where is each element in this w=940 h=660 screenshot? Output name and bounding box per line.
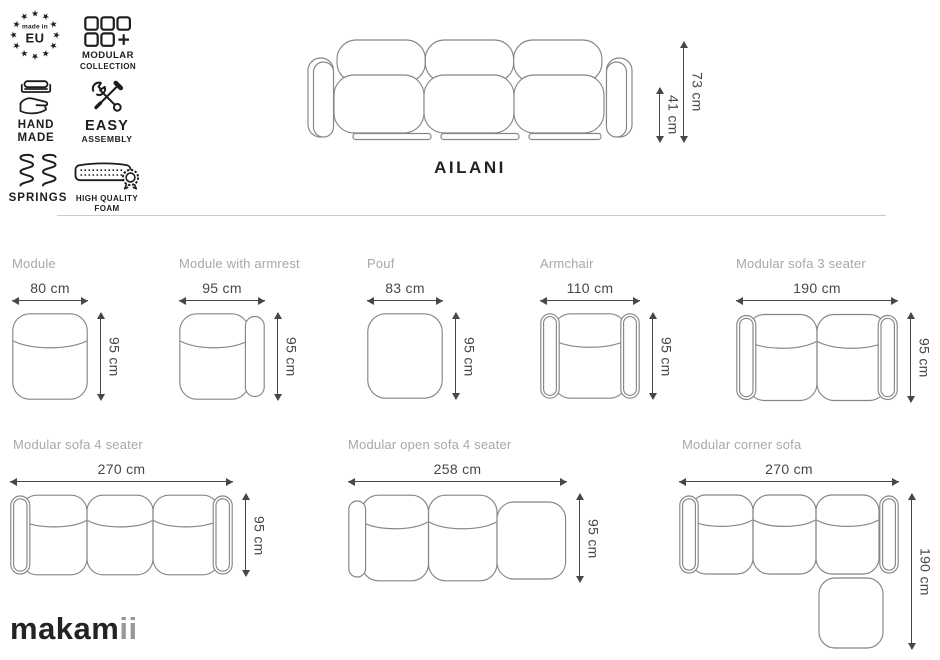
width-dimension — [736, 280, 898, 301]
depth-dimension — [652, 313, 674, 399]
depth-dimension — [911, 494, 933, 649]
module-label: Modular corner sofa — [682, 437, 802, 452]
depth-arrow — [579, 494, 580, 582]
width-arrow — [367, 300, 443, 301]
width-value: 258 cm — [433, 461, 482, 477]
width-dimension — [679, 461, 899, 482]
module-label: Modular sofa 3 seater — [736, 256, 866, 271]
width-arrow — [348, 481, 567, 482]
high-quality-foam-icon — [74, 158, 140, 190]
product-name: AILANI — [434, 158, 506, 177]
seat-height-dimension — [659, 88, 681, 142]
width-dimension — [12, 280, 88, 301]
depth-dimension — [245, 494, 267, 576]
badge-label: EASY — [85, 118, 129, 134]
depth-arrow — [455, 313, 456, 399]
width-dimension — [10, 461, 233, 482]
module-with-armrest-top-view-drawing — [179, 313, 265, 400]
pouf-card — [367, 256, 477, 399]
badge-label: FOAM — [94, 204, 120, 214]
width-arrow — [10, 481, 233, 482]
star-icon: ★ — [47, 39, 60, 52]
width-value: 110 cm — [566, 280, 614, 296]
star-icon: ★ — [18, 10, 31, 23]
depth-arrow — [100, 313, 101, 400]
module-label: Armchair — [540, 256, 594, 271]
width-value: 95 cm — [202, 280, 242, 296]
star-icon: ★ — [10, 39, 23, 52]
depth-value: 95 cm — [106, 337, 123, 377]
star-icon: ★ — [18, 47, 31, 60]
module-top-view-drawing — [12, 313, 88, 400]
springs-icon — [17, 153, 59, 187]
modular-collection-icon — [84, 16, 132, 48]
easy-assembly-icon — [90, 80, 124, 116]
made-in-eu-badge — [8, 8, 62, 62]
module-label: Module with armrest — [179, 256, 300, 271]
total-height-value: 73 cm — [689, 72, 706, 112]
star-icon: ★ — [30, 8, 40, 19]
ailani-sofa-front-drawing — [305, 33, 635, 145]
modular-collection-badge — [72, 16, 144, 71]
width-arrow — [679, 481, 899, 482]
depth-arrow — [911, 494, 912, 649]
width-value: 270 cm — [765, 461, 813, 477]
width-dimension — [540, 280, 640, 301]
depth-arrow — [277, 313, 278, 400]
module-with-armrest-card — [179, 256, 300, 400]
width-value: 80 cm — [30, 280, 70, 296]
badge-label: MODULAR — [81, 50, 135, 61]
high-quality-foam-badge — [70, 158, 144, 213]
width-arrow — [12, 300, 88, 301]
module-label: Pouf — [367, 256, 395, 271]
width-dimension — [179, 280, 265, 301]
depth-value: 95 cm — [251, 515, 268, 556]
depth-value: 95 cm — [283, 337, 300, 377]
modular-sofa-3-seater-top-view-drawing — [736, 313, 898, 402]
depth-value: 95 cm — [461, 336, 478, 377]
modular-open-sofa-4-seater-card — [348, 437, 601, 582]
section-divider — [57, 215, 886, 216]
badge-label: COLLECTION — [80, 61, 136, 71]
star-icon: ★ — [51, 30, 62, 40]
width-value: 190 cm — [793, 280, 841, 296]
depth-value: 95 cm — [658, 336, 675, 377]
star-icon: ★ — [10, 18, 23, 31]
seat-height-arrow — [659, 88, 660, 142]
module-label: Modular sofa 4 seater — [13, 437, 143, 452]
total-height-dimension — [683, 42, 705, 142]
width-value: 83 cm — [385, 280, 425, 296]
depth-value: 95 cm — [585, 518, 602, 559]
width-dimension — [348, 461, 567, 482]
hand-made-icon — [16, 80, 56, 116]
depth-value: 95 cm — [916, 338, 933, 378]
depth-dimension — [277, 313, 299, 400]
eu-stars-icon — [8, 8, 62, 62]
depth-dimension — [455, 313, 477, 399]
badge-label: MADE — [17, 132, 55, 145]
depth-arrow — [910, 313, 911, 402]
badge-label: SPRINGS — [8, 192, 68, 204]
module-card — [12, 256, 122, 400]
star-icon: ★ — [47, 18, 60, 31]
easy-assembly-badge — [76, 80, 138, 145]
modular-corner-sofa-top-view-drawing — [679, 494, 899, 649]
modular-open-sofa-4-seater-top-view-drawing — [348, 494, 567, 582]
width-arrow — [179, 300, 265, 301]
badge-label: HAND — [17, 119, 55, 131]
star-icon: ★ — [39, 10, 52, 23]
star-icon: ★ — [8, 30, 19, 40]
seat-height-value: 41 cm — [665, 95, 682, 135]
star-icon: ★ — [39, 47, 52, 60]
width-dimension — [367, 280, 443, 301]
hand-made-badge — [11, 80, 61, 145]
star-icon: ★ — [30, 51, 40, 62]
depth-value: 190 cm — [917, 548, 934, 596]
width-value: 270 cm — [97, 461, 146, 477]
depth-dimension — [579, 494, 601, 582]
width-arrow — [540, 300, 640, 301]
total-height-arrow — [683, 42, 684, 142]
modular-sofa-3-seater-card — [736, 256, 932, 402]
width-arrow — [736, 300, 898, 301]
modular-corner-sofa-card — [679, 437, 933, 649]
depth-dimension — [100, 313, 122, 400]
badge-label: ASSEMBLY — [81, 133, 133, 144]
eu-label: EU — [25, 30, 45, 46]
brand-logo-main: makam — [10, 611, 120, 646]
armchair-card — [540, 256, 674, 399]
springs-badge — [8, 153, 68, 205]
pouf-top-view-drawing — [367, 313, 443, 399]
armchair-top-view-drawing — [540, 313, 640, 399]
brand-logo — [10, 611, 138, 647]
brand-logo-accent: ii — [119, 611, 138, 646]
depth-arrow — [245, 494, 246, 576]
modular-sofa-4-seater-top-view-drawing — [10, 494, 233, 576]
module-label: Module — [12, 256, 56, 271]
depth-arrow — [652, 313, 653, 399]
badge-label: HIGH QUALITY — [75, 194, 139, 203]
depth-dimension — [910, 313, 932, 402]
made-in-label: made in — [22, 23, 48, 31]
modular-sofa-4-seater-card — [10, 437, 267, 576]
module-label: Modular open sofa 4 seater — [348, 437, 512, 452]
